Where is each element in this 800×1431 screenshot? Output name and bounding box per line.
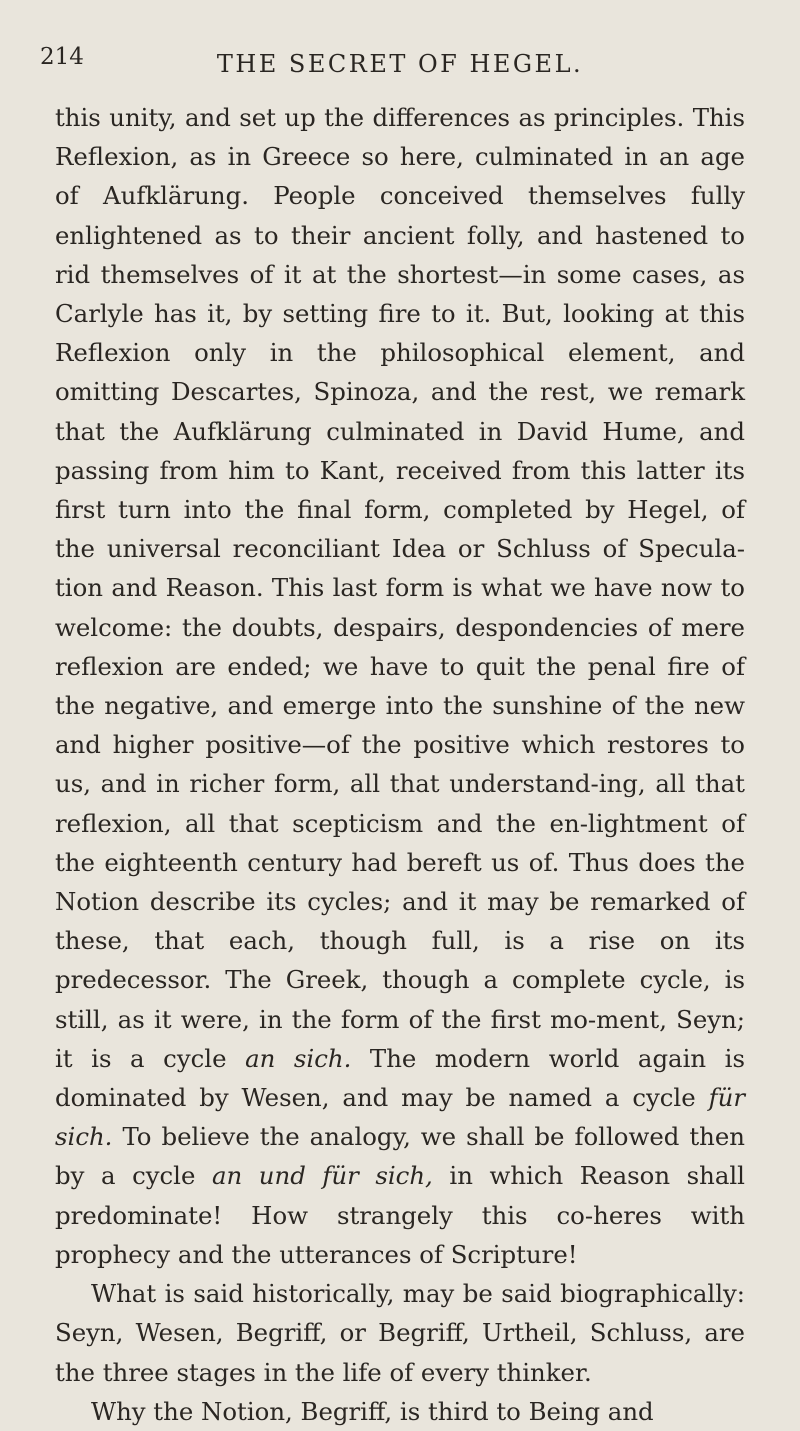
paragraph-2: What is said historically, may be said biographically: Seyn, Wesen, Begriff, or Begriff, Urtheil, Schluss, are the three stages in the life of every thinker. [55,1279,745,1387]
italic-an-sich: an sich. [245,1043,352,1073]
paragraph-1-text-3: To believe the analogy, we shall be followed then by a cycle [55,1122,745,1191]
page-number: 214 [40,44,84,70]
page-header [40,44,760,84]
italic-an-und-fur-sich: an und für sich, [211,1161,433,1191]
paragraph-1 [55,98,745,1274]
paragraph-1-text-2: The modern world again is dominated by Wesen, and may be named a cycle [55,1043,745,1113]
running-head: THE SECRET OF HEGEL. [216,50,584,78]
body-text [55,98,745,1431]
italic-fur-sich: für sich. [55,1083,745,1152]
paragraph-1-text-4: in which Reason shall predominate! How strangely this co-heres with prophecy and the utterances of Scripture! [55,1161,745,1269]
paragraph-3: Why the Notion, Begriff, is third to Being and [91,1396,654,1426]
paragraph-1-text-1: this unity, and set up the differences as principles. This Reflexion, as in Greece so here, culminated in an age of Aufklärung. People conceived themselves fully enlightened as to their ancient folly, and hastened to rid themselves of it at the shortest—in some cases, as Carlyle has it, by setting fire to it. But, looking at this Reflexion only in the philosophical element, and omitting Descartes, Spinoza, and the rest, we remark that the Aufklärung culminated in David Hume, and passing from him to Kant, received from this latter its first turn into the final form, completed by Hegel, of the universal reconciliant Idea or Schluss of Specula-tion and Reason. This last form is what we have now to welcome: the doubts, despairs, despondencies of mere reflexion are ended; we have to quit the penal fire of the negative, and emerge into the sunshine of the new and higher positive—of the positive which restores to us, and in richer form, all that understand-ing, all that reflexion, all that scepticism and the en-lightment of the eighteenth century had bereft us of. Thus does the Notion describe its cycles; and it may be remarked of these, that each, though full, is a rise on its predecessor. The Greek, though a complete cycle, is still, as it were, in the form of the first mo-ment, Seyn; it is a cycle [55,103,745,1073]
